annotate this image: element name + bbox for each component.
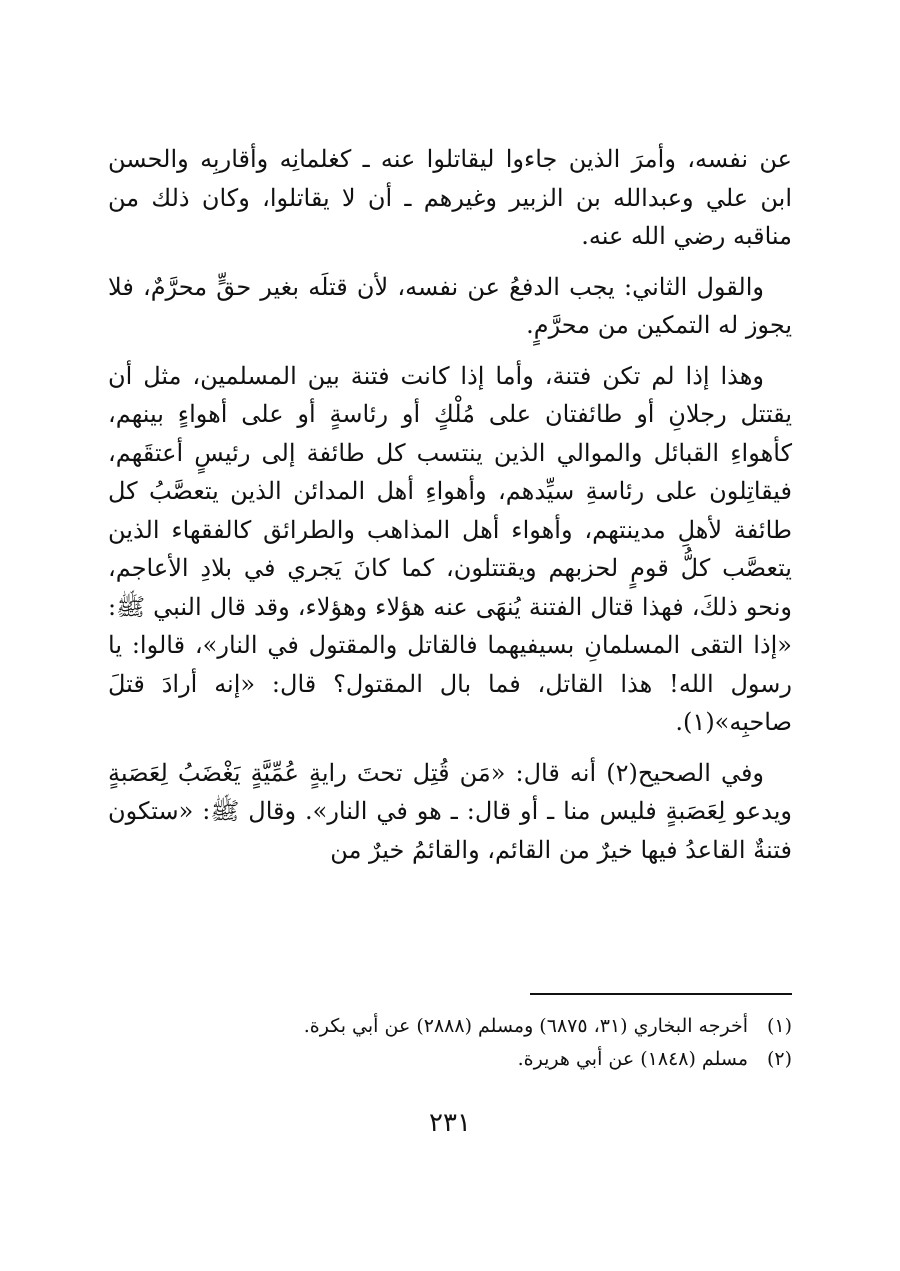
paragraph-1: عن نفسه، وأمرَ الذين جاءوا ليقاتلوا عنه ـ كغلمانِه وأقاربِه والحسن ابن علي وعبدالله بن الزبير وغيرهم ـ أن لا يقاتلوا، وكان ذلك من مناقبه رضي الله عنه. [108,145,792,250]
footnote-2 [108,1043,792,1076]
footnote-number: (١) [766,1015,792,1037]
paragraph-2: والقول الثاني: يجب الدفعُ عن نفسه، لأن قتلَه بغير حقٍّ محرَّمٌ، فلا يجوز له التمكين من محرَّمٍ. [108,272,792,339]
footnote-text: أخرجه البخاري (٣١، ٦٨٧٥) ومسلم (٢٨٨٨) عن أبي بكرة. [303,1015,748,1037]
paragraph-4: وفي الصحيح(٢) أنه قال: «مَن قُتِل تحتَ رايةٍ عُمِّيَّةٍ يَغْضَبُ لِعَصَبةٍ ويدعو لِعَصَبةٍ فليس منا ـ أو قال: ـ هو في النار». وقال ﷺ: «ستكون فتنةٌ القاعدُ فيها خيرٌ من القائم، والقائمُ خيرٌ من [108,758,792,864]
footnote-separator [530,993,792,995]
paragraph-3: وهذا إذا لم تكن فتنة، وأما إذا كانت فتنة بين المسلمين، مثل أن يقتتل رجلانِ أو طائفتان على مُلْكٍ أو رئاسةٍ أو على أهواءٍ بينهم، كأهواءِ القبائل والموالي الذين ينتسب كل طائفة إلى رئيسٍ أعتقَهم، فيقاتِلون على رئاسةِ سيِّدهم، وأهواءِ أهل المدائن الذين يتعصَّبُ كل طائفة لأهلِ مدينتهم، وأهواء أهل المذاهب والطرائق كالفقهاء الذين يتعصَّب كلُّ قومٍ لحزبهم ويقتتلون، كما كانَ يَجري في بلادِ الأعاجم، ونحو ذلكَ، فهذا قتال الفتنة يُنهَى عنه هؤلاء وهؤلاء، وقد قال النبي ﷺ: «إذا التقى المسلمانِ بسيفيهما فالقاتل والمقتول في النار»، قالوا: يا رسول الله! هذا القاتل، فما بال المقتول؟ قال: «إنه أرادَ قتلَ صاحبِه»(١). [108,361,792,736]
footnote-1 [108,1010,792,1043]
page-number: ٢٣١ [429,1108,471,1138]
main-text [108,140,792,881]
footnotes [108,1010,792,1076]
footnote-text: مسلم (١٨٤٨) عن أبي هريرة. [517,1048,748,1070]
footnote-number: (٢) [766,1048,792,1070]
